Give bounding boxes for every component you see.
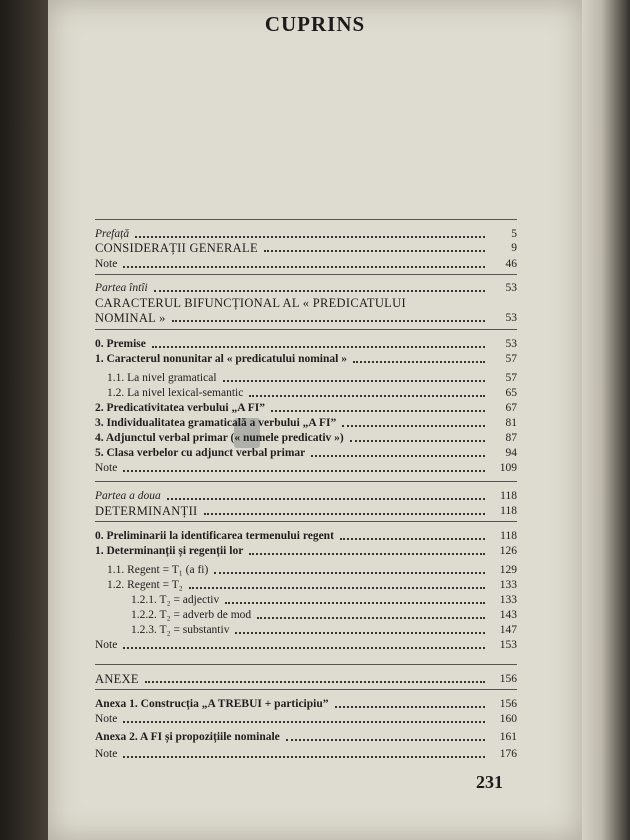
toc-entry-label: 1. Determinanții și regenții lor (95, 545, 244, 557)
toc-entry-page: 118 (500, 530, 517, 542)
toc-entry-page: 67 (505, 402, 517, 414)
toc-entry-label: Partea întîi (95, 282, 148, 294)
toc-entry-label: CONSIDERAȚII GENERALE (95, 241, 258, 255)
toc-entry-label: Note (95, 713, 118, 725)
toc-entry (107, 577, 517, 593)
toc-entry-page: 57 (505, 353, 517, 365)
toc-entry-page: 118 (500, 505, 517, 517)
leader-dots (311, 455, 485, 457)
toc-entry (95, 460, 517, 476)
toc-entry-label: Anexa 2. A FI și propozițiile nominale (95, 731, 280, 743)
toc-entry-label: 1.1. Regent = T₁ (a fi) (107, 564, 209, 576)
toc-entry (95, 310, 517, 326)
leader-dots (340, 538, 485, 540)
toc-entry-label: 1.2.1. T₂ = adjectiv (131, 594, 220, 606)
leader-dots (152, 346, 485, 348)
leader-dots (350, 440, 485, 442)
leader-dots (264, 250, 485, 252)
toc-entry (95, 256, 517, 272)
toc-entry (95, 488, 517, 504)
toc-entry (95, 637, 517, 653)
toc-entry-label: Prefață (95, 228, 130, 240)
toc-entry (95, 240, 517, 256)
toc-entry-page: 133 (499, 594, 517, 606)
toc-entry-label: Note (95, 462, 118, 474)
leader-dots (223, 380, 485, 382)
toc-entry (95, 445, 517, 461)
leader-dots (225, 602, 485, 604)
leader-dots (335, 706, 486, 708)
leader-dots (286, 739, 485, 741)
toc-entry-page: 65 (505, 387, 517, 399)
toc-entry-label: Note (95, 748, 118, 760)
toc-entry (131, 592, 517, 608)
toc-entry-label: Partea a doua (95, 490, 161, 502)
leader-dots (271, 410, 485, 412)
toc-entry-label: 1.2.3. T₂ = substantiv (131, 624, 230, 636)
toc-entry (95, 400, 517, 416)
toc-entry-label: 2. Predicativitatea verbului „A FI” (95, 402, 266, 414)
toc-entry-page: 156 (499, 673, 517, 685)
toc-entry-label: Anexa 1. Construcția „A TREBUI + participiu” (95, 698, 329, 710)
leader-dots (123, 721, 485, 723)
leader-dots (145, 681, 485, 683)
toc-entry-page: 53 (505, 312, 517, 324)
toc-entry-page: 57 (505, 372, 517, 384)
leader-dots (172, 320, 485, 322)
leader-dots (154, 290, 485, 292)
toc-entry (95, 351, 517, 367)
toc-entry-label: 5. Clasa verbelor cu adjunct verbal primar (95, 447, 306, 459)
toc-entry (107, 385, 517, 401)
toc-entry-page: 109 (499, 462, 517, 474)
toc-entry (95, 729, 517, 745)
section-divider (95, 521, 517, 522)
leader-dots (167, 498, 485, 500)
toc-entry-label: 3. Individualitatea gramaticală a verbului „A FI” (95, 417, 337, 429)
toc-entry-label: 1.2. La nivel lexical-semantic (107, 387, 244, 399)
toc-entry-page: 153 (499, 639, 517, 651)
leader-dots (249, 395, 485, 397)
leader-dots (189, 587, 485, 589)
leader-dots (353, 361, 485, 363)
leader-dots (342, 425, 485, 427)
toc-entry (95, 696, 517, 712)
toc-entry-page: 160 (499, 713, 517, 725)
toc-entry (95, 336, 517, 352)
toc-entry-label: 0. Premise (95, 338, 146, 350)
page-edge (582, 0, 630, 840)
toc-entry (95, 528, 517, 544)
toc-entry-page: 46 (505, 258, 517, 270)
toc-entry-label: 1.2.2. T₂ = adverb de mod (131, 609, 252, 621)
section-divider (95, 664, 517, 665)
toc-entry (95, 671, 517, 687)
toc-entry-label: 1. Caracterul nonunitar al « predicatului nominal » (95, 353, 347, 365)
toc-entry-page: 156 (499, 698, 517, 710)
leader-dots (123, 647, 485, 649)
section-divider (95, 274, 517, 275)
toc-entry-page: 94 (505, 447, 517, 459)
toc-entry (95, 280, 517, 296)
toc-entry-page: 5 (511, 228, 517, 240)
toc-entry-page: 129 (499, 564, 517, 576)
toc-entry-page: 147 (499, 624, 517, 636)
leader-dots (204, 513, 486, 515)
toc-entry-page: 133 (499, 579, 517, 591)
leader-dots (123, 470, 485, 472)
toc-entry-label: 1.2. Regent = T₂ (107, 579, 183, 591)
toc-entry (95, 503, 517, 519)
toc-entry-label: CARACTERUL BIFUNCȚIONAL AL « PREDICATULUI (95, 296, 406, 310)
toc-entry (95, 711, 517, 727)
toc-entry-label: Note (95, 639, 118, 651)
toc-entry (107, 370, 517, 386)
toc-entry (95, 543, 517, 559)
leader-dots (249, 553, 485, 555)
toc-entry-label: 0. Preliminarii la identificarea termenului regent (95, 530, 334, 542)
toc-entry (95, 295, 517, 311)
section-divider (95, 481, 517, 482)
page-number: 231 (476, 772, 503, 792)
toc-entry-page: 161 (499, 731, 517, 743)
toc-entry-page: 87 (505, 432, 517, 444)
page-title: CUPRINS (264, 12, 366, 36)
toc-entry (95, 430, 517, 446)
toc-entry-label: ANEXE (95, 672, 139, 686)
toc-entry-label: Note (95, 258, 118, 270)
toc-entry-page: 126 (499, 545, 517, 557)
toc-entry-page: 53 (505, 282, 517, 294)
leader-dots (214, 572, 485, 574)
leader-dots (123, 756, 485, 758)
toc-entry-page: 81 (505, 417, 517, 429)
book-spine-shadow (0, 0, 50, 840)
toc-entry-page: 118 (500, 490, 517, 502)
leader-dots (123, 266, 485, 268)
toc-entry-label: 4. Adjunctul verbal primar (« numele predicativ ») (95, 432, 344, 444)
section-divider (95, 219, 517, 220)
toc-entry (131, 607, 517, 623)
toc-entry (107, 562, 517, 578)
toc-entry-page: 176 (499, 748, 517, 760)
toc-entry-page: 53 (505, 338, 517, 350)
leader-dots (235, 632, 485, 634)
toc-entry-label: DETERMINANȚII (95, 504, 198, 518)
section-divider (95, 329, 517, 330)
toc-entry (95, 415, 517, 431)
toc-entry-label: NOMINAL » (95, 311, 166, 325)
toc-entry-page: 9 (511, 242, 517, 254)
toc-entry-label: 1.1. La nivel gramatical (107, 372, 217, 384)
section-divider (95, 689, 517, 690)
toc-entry (131, 622, 517, 638)
toc-entry (95, 746, 517, 762)
toc-entry-page: 143 (499, 609, 517, 621)
leader-dots (135, 236, 485, 238)
leader-dots (257, 617, 485, 619)
